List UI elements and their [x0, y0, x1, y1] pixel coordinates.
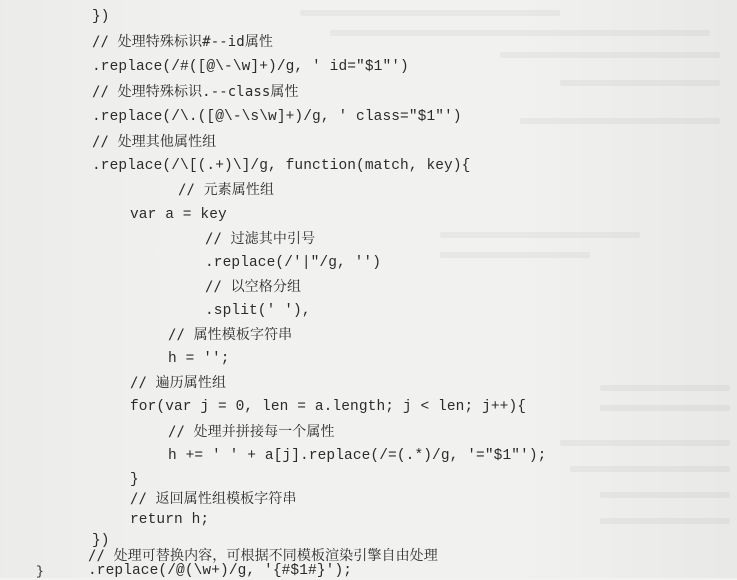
code-comment: // 处理其他属性组: [92, 134, 217, 150]
code-line: return h;: [130, 512, 210, 528]
code-comment: // 以空格分组: [205, 279, 302, 295]
bleed-through-mark: [300, 10, 560, 16]
code-comment: // 遍历属性组: [130, 375, 227, 391]
bleed-through-mark: [330, 30, 710, 36]
code-line: .replace(/#([@\-\w]+)/g, ' id="$1"'): [92, 59, 409, 75]
code-line: .replace(/'|"/g, ''): [205, 255, 382, 271]
bleed-through-mark: [600, 492, 730, 498]
code-line: var a = key: [130, 207, 227, 223]
code-comment: // 处理特殊标识#--id属性: [92, 34, 274, 50]
code-comment: // 过滤其中引号: [205, 231, 316, 247]
code-line: for(var j = 0, len = a.length; j < len; j++){: [130, 399, 527, 415]
bleed-through-mark: [500, 52, 720, 58]
bleed-through-mark: [570, 466, 730, 472]
code-comment: // 处理特殊标识.--class属性: [92, 84, 299, 100]
bleed-through-mark: [520, 118, 720, 124]
code-line: h = '';: [168, 351, 230, 367]
code-line: }: [36, 564, 44, 579]
code-comment: // 元素属性组: [178, 182, 275, 198]
code-comment: // 属性模板字符串: [168, 327, 293, 343]
code-comment: // 返回属性组模板字符串: [130, 491, 297, 507]
bleed-through-mark: [440, 252, 590, 258]
code-line: .replace(/\[(.+)\]/g, function(match, key){: [92, 158, 471, 174]
code-comment: // 处理可替换内容，可根据不同模板渲染引擎自由处理: [88, 548, 438, 564]
code-line: .split(' '),: [205, 303, 311, 319]
code-line: }): [92, 9, 110, 25]
bleed-through-mark: [600, 518, 730, 524]
bleed-through-mark: [560, 80, 720, 86]
bleed-through-mark: [600, 385, 730, 391]
bleed-through-mark: [600, 405, 730, 411]
code-line: }): [92, 533, 110, 549]
bleed-through-mark: [560, 440, 730, 446]
code-line: }: [130, 472, 139, 488]
bleed-through-mark: [440, 232, 640, 238]
code-line: .replace(/\.([@\-\s\w]+)/g, ' class="$1"'): [92, 109, 462, 125]
code-line: .replace(/@(\w+)/g, '{#$1#}');: [88, 563, 353, 579]
code-comment: // 处理并拼接每一个属性: [168, 424, 335, 440]
code-line: h += ' ' + a[j].replace(/=(.*)/g, '="$1"');: [168, 448, 547, 464]
